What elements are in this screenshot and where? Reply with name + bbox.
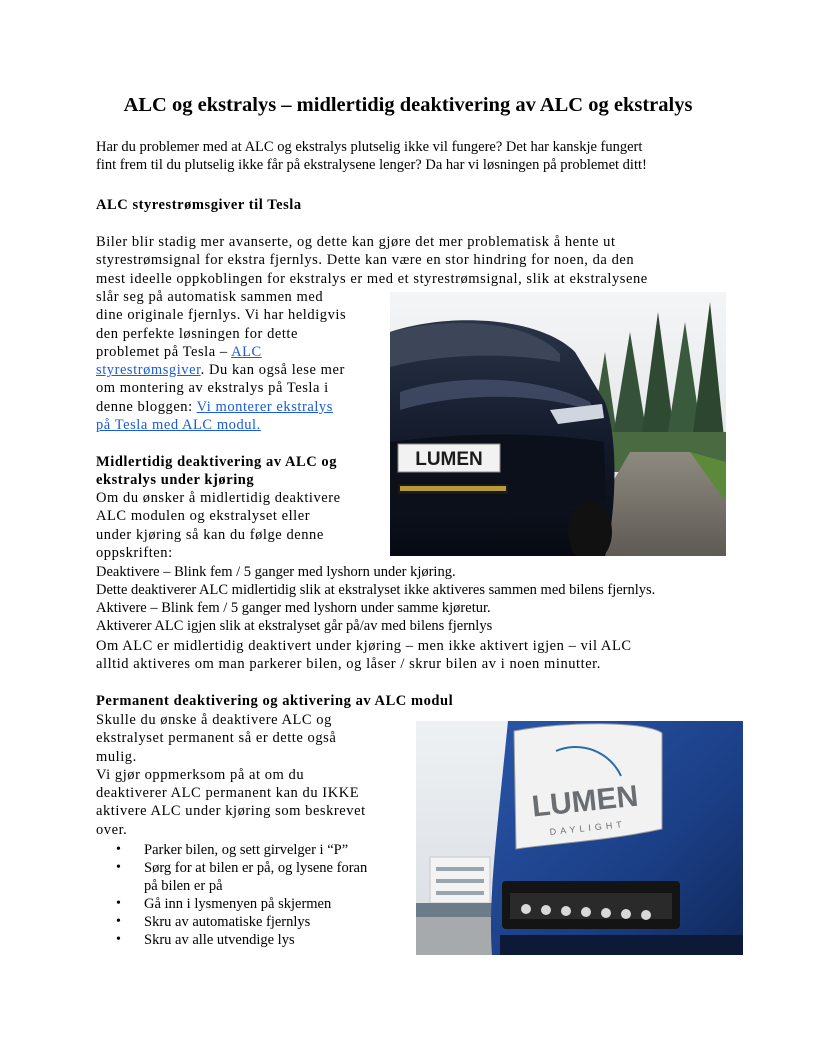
paragraph-line: over.	[96, 821, 128, 838]
paragraph-line: ekstralyset permanent så er dette også	[96, 730, 337, 747]
section1-paragraph	[96, 233, 648, 288]
step-line: Aktiverer ALC igjen slik at ekstralyset går på/av med bilens fjernlys	[96, 618, 493, 634]
list-item: • Skru av automatiske fjernlys	[96, 913, 367, 931]
intro-line: Har du problemer med at ALC og ekstralys plutselig ikke vil fungere? Det har kanskje fungert	[96, 139, 643, 155]
section3-paragraph	[96, 711, 366, 839]
intro-paragraph	[96, 138, 647, 174]
plate-lumen-text: LUMEN	[415, 449, 483, 470]
paragraph-line: mest ideelle oppkoblingen for ekstralys er med et styrestrømsignal, slik at ekstralysene	[96, 270, 648, 287]
section1-wrapped-text	[96, 288, 346, 434]
steps-bullet-list	[96, 841, 367, 949]
step-line: Aktivere – Blink fem / 5 ganger med lyshorn under samme kjøretur.	[96, 600, 491, 616]
paragraph-line: ALC modulen og ekstralyset eller	[96, 508, 311, 525]
paragraph-line: slår seg på automatisk sammen med	[96, 289, 324, 305]
page-title: ALC og ekstralys – midlertidig deaktivering av ALC og ekstralys	[123, 94, 693, 116]
section2-paragraph	[96, 489, 341, 562]
paragraph-line: styrestrømsgiver. Du kan også lese mer	[96, 362, 345, 379]
section-heading-permanent: Permanent deaktivering og aktivering av ALC modul	[96, 693, 454, 709]
plate-daylight-text: DAYLIGHT	[549, 819, 627, 837]
paragraph-line: deaktiverer ALC permanent kan du IKKE	[96, 785, 360, 802]
alc-styrestromsgiver-link-cont[interactable]: styrestrømsgiver	[96, 362, 201, 379]
blog-tesla-alc-link[interactable]: Vi monterer ekstralys	[196, 398, 333, 415]
paragraph-line: problemet på Tesla – ALC	[96, 343, 262, 360]
list-item: • Parker bilen, og sett girvelger i “P”	[96, 841, 367, 859]
section-heading-midlertidig: Midlertidig deaktivering av ALC og ekstralys under kjøring	[96, 454, 338, 489]
paragraph-line: om montering av ekstralys på Tesla i	[96, 380, 329, 397]
paragraph-line: aktivere ALC under kjøring som beskrevet	[96, 803, 366, 820]
paragraph-line: alltid aktiveres om man parkerer bilen, og låser / skrur bilen av i noen minutter.	[96, 656, 601, 673]
paragraph-line: den perfekte løsningen for dette	[96, 325, 299, 342]
step-line: Dette deaktiverer ALC midlertidig slik at ekstralyset ikke aktiveres sammen med bilens fjernlys.	[96, 582, 656, 598]
paragraph-line: under kjøring så kan du følge denne	[96, 526, 324, 543]
section2-steps	[96, 563, 655, 635]
tesla-front-image	[390, 292, 726, 556]
list-item: • Skru av alle utvendige lys	[96, 931, 367, 949]
list-item-continuation: på bilen er på	[144, 878, 223, 894]
blog-tesla-alc-link-cont[interactable]: på Tesla med ALC modul.	[96, 417, 261, 434]
paragraph-line: Biler blir stadig mer avanserte, og dette kan gjøre det mer problematisk å hente ut	[96, 234, 616, 250]
lumen-daylight-photo	[416, 721, 743, 955]
paragraph-line: dine originale fjernlys. Vi har heldigvis	[96, 307, 347, 324]
step-line: Deaktivere – Blink fem / 5 ganger med lyshorn under kjøring.	[96, 564, 456, 580]
paragraph-line: Om du ønsker å midlertidig deaktivere	[96, 490, 341, 506]
paragraph-line	[96, 416, 346, 434]
section-heading-alc-styrestromsgiver: ALC styrestrømsgiver til Tesla	[96, 197, 302, 213]
paragraph-line: denne bloggen: Vi monterer ekstralys	[96, 398, 333, 415]
paragraph-line: Skulle du ønske å deaktivere ALC og	[96, 712, 332, 728]
tesla-front-photo	[390, 292, 726, 556]
list-item: • Gå inn i lysmenyen på skjermen	[96, 895, 367, 913]
section2-closing	[96, 637, 632, 674]
paragraph-line: Om ALC er midlertidig deaktivert under kjøring – men ikke aktivert igjen – vil ALC	[96, 638, 632, 654]
paragraph-line: oppskriften:	[96, 544, 173, 561]
lumen-daylight-image	[416, 721, 743, 955]
paragraph-line: styrestrømsignal for ekstra fjernlys. Dette kan være en stor hindring for noen, da den	[96, 252, 635, 269]
intro-line: fint frem til du plutselig ikke får på ekstralysene lenger? Da har vi løsningen på problemet ditt!	[96, 157, 647, 173]
list-item: • Sørg for at bilen er på, og lysene foran	[96, 859, 367, 877]
paragraph-line: mulig.	[96, 748, 137, 765]
plate-lumen-brand: LUMEN	[530, 779, 640, 824]
paragraph-line: Vi gjør oppmerksom på at om du	[96, 766, 305, 783]
alc-styrestromsgiver-link[interactable]: ALC	[231, 343, 262, 360]
